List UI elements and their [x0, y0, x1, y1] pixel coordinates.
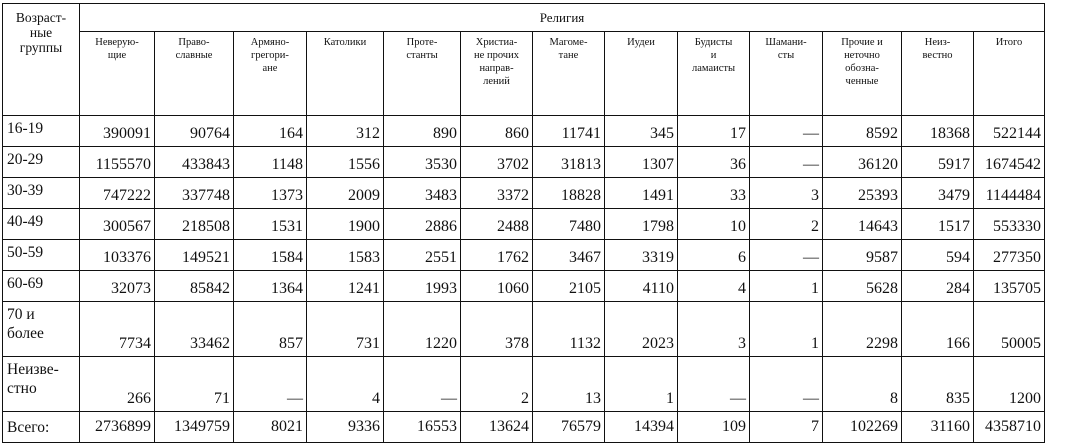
- value-cell: 31813: [533, 147, 605, 178]
- value-cell: 860: [461, 116, 533, 147]
- value-cell: 5628: [823, 271, 902, 302]
- value-cell: 1900: [307, 209, 384, 240]
- column-header: [307, 32, 384, 116]
- column-header: [533, 32, 605, 116]
- age-group-cell: 50-59: [3, 240, 80, 271]
- total-value-cell: 2736899: [80, 412, 155, 443]
- total-value-cell: 9336: [307, 412, 384, 443]
- age-group-cell: Неизве- стно: [3, 357, 80, 412]
- value-cell: 1584: [234, 240, 307, 271]
- value-cell: 1155570: [80, 147, 155, 178]
- value-cell: 390091: [80, 116, 155, 147]
- value-cell: 1491: [605, 178, 678, 209]
- value-cell: 2009: [307, 178, 384, 209]
- value-cell: 1556: [307, 147, 384, 178]
- column-header-label: Армяно- грегори- ане: [250, 37, 290, 74]
- value-cell: 14643: [823, 209, 902, 240]
- religion-table-container: [2, 3, 1045, 443]
- value-cell: 135705: [974, 271, 1045, 302]
- value-cell: 1200: [974, 357, 1045, 412]
- religion-age-table: [2, 3, 1045, 443]
- table-row: [3, 147, 1045, 178]
- value-cell: 2023: [605, 302, 678, 357]
- column-header: [902, 32, 974, 116]
- value-cell: 1: [750, 302, 823, 357]
- table-row: [3, 178, 1045, 209]
- value-cell: 18828: [533, 178, 605, 209]
- value-cell: 33462: [155, 302, 234, 357]
- value-cell: 1531: [234, 209, 307, 240]
- value-cell: —: [678, 357, 750, 412]
- value-cell: 5917: [902, 147, 974, 178]
- value-cell: 36120: [823, 147, 902, 178]
- total-value-cell: 13624: [461, 412, 533, 443]
- value-cell: 300567: [80, 209, 155, 240]
- value-cell: —: [750, 147, 823, 178]
- value-cell: 1060: [461, 271, 533, 302]
- value-cell: 164: [234, 116, 307, 147]
- column-header-label: Шамани- сты: [765, 37, 807, 61]
- value-cell: —: [234, 357, 307, 412]
- total-value-cell: 109: [678, 412, 750, 443]
- total-value-cell: 7: [750, 412, 823, 443]
- religion-header: [80, 4, 1045, 32]
- column-header: [605, 32, 678, 116]
- value-cell: 312: [307, 116, 384, 147]
- total-value-cell: 102269: [823, 412, 902, 443]
- column-header-label: Магоме- тане: [549, 37, 588, 61]
- value-cell: 2551: [384, 240, 461, 271]
- value-cell: 4: [307, 357, 384, 412]
- value-cell: 1241: [307, 271, 384, 302]
- value-cell: —: [750, 357, 823, 412]
- column-header-label: Проте- станты: [406, 37, 438, 61]
- table-row: [3, 302, 1045, 357]
- total-value-cell: 4358710: [974, 412, 1045, 443]
- value-cell: 4110: [605, 271, 678, 302]
- value-cell: 4: [678, 271, 750, 302]
- column-header-label: Будисты и ламаисты: [691, 37, 736, 74]
- age-group-header: [3, 4, 80, 116]
- value-cell: 3319: [605, 240, 678, 271]
- age-group-header-label: Возраст- ные группы: [15, 10, 67, 55]
- value-cell: 10: [678, 209, 750, 240]
- column-header-label: Прочие и неточно обозна- ченные: [841, 37, 883, 87]
- total-value-cell: 76579: [533, 412, 605, 443]
- column-header: [234, 32, 307, 116]
- value-cell: 3479: [902, 178, 974, 209]
- value-cell: —: [384, 357, 461, 412]
- value-cell: 218508: [155, 209, 234, 240]
- age-group-cell: 30-39: [3, 178, 80, 209]
- value-cell: 857: [234, 302, 307, 357]
- value-cell: 6: [678, 240, 750, 271]
- value-cell: 378: [461, 302, 533, 357]
- value-cell: 594: [902, 240, 974, 271]
- table-row: [3, 240, 1045, 271]
- total-label-cell: Всего:: [3, 412, 80, 443]
- column-header-label: Неверую- щие: [95, 37, 139, 61]
- value-cell: 2488: [461, 209, 533, 240]
- value-cell: 2298: [823, 302, 902, 357]
- value-cell: 32073: [80, 271, 155, 302]
- value-cell: 90764: [155, 116, 234, 147]
- value-cell: 1: [605, 357, 678, 412]
- value-cell: 284: [902, 271, 974, 302]
- religion-header-label: Религия: [539, 10, 585, 25]
- total-value-cell: 1349759: [155, 412, 234, 443]
- total-value-cell: 31160: [902, 412, 974, 443]
- value-cell: 7480: [533, 209, 605, 240]
- value-cell: 3483: [384, 178, 461, 209]
- value-cell: 433843: [155, 147, 234, 178]
- column-header: [155, 32, 234, 116]
- value-cell: 1373: [234, 178, 307, 209]
- column-header: [750, 32, 823, 116]
- value-cell: 2105: [533, 271, 605, 302]
- age-group-cell: 16-19: [3, 116, 80, 147]
- value-cell: 13: [533, 357, 605, 412]
- value-cell: 890: [384, 116, 461, 147]
- table-row: [3, 209, 1045, 240]
- column-header-label: Католики: [323, 37, 367, 48]
- value-cell: 85842: [155, 271, 234, 302]
- value-cell: 3702: [461, 147, 533, 178]
- value-cell: —: [750, 116, 823, 147]
- value-cell: 2: [750, 209, 823, 240]
- value-cell: 3: [750, 178, 823, 209]
- column-header: [823, 32, 902, 116]
- column-header: [384, 32, 461, 116]
- value-cell: 7734: [80, 302, 155, 357]
- header-row-religion: [3, 4, 1045, 32]
- value-cell: 1220: [384, 302, 461, 357]
- value-cell: 50005: [974, 302, 1045, 357]
- table-row: [3, 116, 1045, 147]
- value-cell: 9587: [823, 240, 902, 271]
- value-cell: 11741: [533, 116, 605, 147]
- column-header: [678, 32, 750, 116]
- value-cell: 1993: [384, 271, 461, 302]
- value-cell: 1762: [461, 240, 533, 271]
- value-cell: 18368: [902, 116, 974, 147]
- column-header-label: Иудеи: [627, 37, 655, 48]
- value-cell: 8592: [823, 116, 902, 147]
- value-cell: 25393: [823, 178, 902, 209]
- column-header-label: Христиа- не прочих направ- лений: [474, 37, 519, 87]
- table-row: [3, 357, 1045, 412]
- column-header-label: Право- славные: [175, 37, 213, 61]
- value-cell: 337748: [155, 178, 234, 209]
- value-cell: 3372: [461, 178, 533, 209]
- value-cell: 1583: [307, 240, 384, 271]
- value-cell: 8: [823, 357, 902, 412]
- value-cell: 3530: [384, 147, 461, 178]
- value-cell: 71: [155, 357, 234, 412]
- value-cell: 277350: [974, 240, 1045, 271]
- value-cell: 266: [80, 357, 155, 412]
- total-value-cell: 8021: [234, 412, 307, 443]
- value-cell: 731: [307, 302, 384, 357]
- value-cell: 17: [678, 116, 750, 147]
- column-header: [974, 32, 1045, 116]
- value-cell: 166: [902, 302, 974, 357]
- table-row: [3, 271, 1045, 302]
- value-cell: 2886: [384, 209, 461, 240]
- value-cell: 1144484: [974, 178, 1045, 209]
- value-cell: 553330: [974, 209, 1045, 240]
- age-group-cell: 40-49: [3, 209, 80, 240]
- header-row-columns: [3, 32, 1045, 116]
- value-cell: 1: [750, 271, 823, 302]
- column-header: [80, 32, 155, 116]
- age-group-cell: 70 и более: [3, 302, 80, 357]
- total-row: [3, 412, 1045, 443]
- value-cell: —: [750, 240, 823, 271]
- value-cell: 33: [678, 178, 750, 209]
- value-cell: 103376: [80, 240, 155, 271]
- value-cell: 36: [678, 147, 750, 178]
- value-cell: 1364: [234, 271, 307, 302]
- value-cell: 1132: [533, 302, 605, 357]
- value-cell: 747222: [80, 178, 155, 209]
- value-cell: 1674542: [974, 147, 1045, 178]
- value-cell: 1148: [234, 147, 307, 178]
- value-cell: 1307: [605, 147, 678, 178]
- value-cell: 1517: [902, 209, 974, 240]
- total-value-cell: 14394: [605, 412, 678, 443]
- table-body: [3, 116, 1045, 443]
- column-header-label: Итого: [995, 37, 1023, 48]
- value-cell: 3467: [533, 240, 605, 271]
- value-cell: 522144: [974, 116, 1045, 147]
- value-cell: 835: [902, 357, 974, 412]
- value-cell: 3: [678, 302, 750, 357]
- column-header: [461, 32, 533, 116]
- value-cell: 1798: [605, 209, 678, 240]
- column-header-label: Неиз- вестно: [922, 37, 953, 61]
- total-value-cell: 16553: [384, 412, 461, 443]
- age-group-cell: 20-29: [3, 147, 80, 178]
- value-cell: 345: [605, 116, 678, 147]
- age-group-cell: 60-69: [3, 271, 80, 302]
- value-cell: 2: [461, 357, 533, 412]
- value-cell: 149521: [155, 240, 234, 271]
